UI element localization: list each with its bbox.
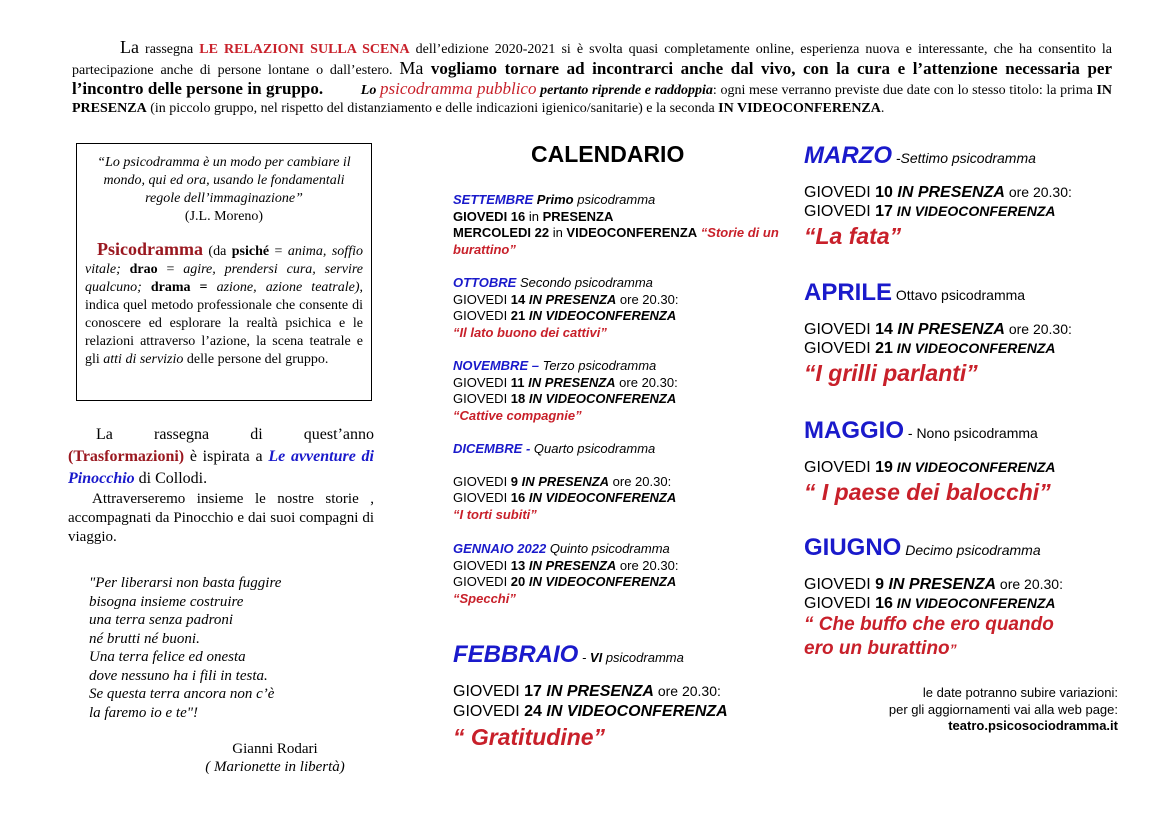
- calendar-novembre: NOVEMBRE – Terzo psicodramma GIOVEDI 11 IN PRESENZA ore 20.30: GIOVEDI 18 IN VIDEOCONFERENZA “Cattive compagnie”: [453, 358, 678, 423]
- calendar-maggio: MAGGIO - Nono psicodramma GIOVEDI 19 IN VIDEOCONFERENZA “ I paese dei balocchi”: [804, 417, 1056, 505]
- calendar-marzo: MARZO -Settimo psicodramma GIOVEDI 10 IN PRESENZA ore 20.30: GIOVEDI 17 IN VIDEOCONFERENZA “La fata”: [804, 142, 1072, 249]
- calendar-title: CALENDARIO: [531, 141, 685, 167]
- calendar-aprile: APRILE Ottavo psicodramma GIOVEDI 14 IN PRESENZA ore 20.30: GIOVEDI 21 IN VIDEOCONFERENZA “I grilli parlanti”: [804, 279, 1072, 386]
- update-notice: le date potranno subire variazioni: per gli aggiornamenti vai alla web page: teatro.psicosociodramma.it: [820, 685, 1118, 735]
- website-link[interactable]: teatro.psicosociodramma.it: [948, 718, 1118, 733]
- rassegna-paragraph: La rassegna di quest’anno (Trasformazioni) è ispirata a Le avventure di Pinocchio di Collodi. Attraverseremo insieme le nostre storie , accompagnati da Pinocchio e dai suoi compagni di viaggio.: [68, 426, 374, 545]
- calendar-dicembre: DICEMBRE - Quarto psicodramma GIOVEDI 9 IN PRESENZA ore 20.30: GIOVEDI 16 IN VIDEOCONFERENZA “I torti subiti”: [453, 441, 677, 522]
- intro-paragraph: La rassegna LE RELAZIONI SULLA SCENA dell’edizione 2020-2021 si è svolta quasi completamente online, esperienza nuova e interessante, che ha consentito la partecipazione anche di persone lontane o dall’estero. Ma vogliamo tornare ad incontrarci anche dal vivo, con la cura e l’attenzione necessaria per l’incontro delle persone in gruppo. Lo psicodramma pubblico pertanto riprende e raddoppia: ogni mese verranno previste due date con lo stesso titolo: la prima IN PRESENZA (in piccolo gruppo, nel rispetto del distanziamento e delle indicazioni igienico/sanitarie) e la seconda IN VIDEOCONFERENZA.: [72, 37, 1113, 116]
- pinocchio-title: Le avventure di Pinocchio: [68, 448, 374, 487]
- calendar-ottobre: OTTOBRE Secondo psicodramma GIOVEDI 14 IN PRESENZA ore 20.30: GIOVEDI 21 IN VIDEOCONFERENZA “Il lato buono dei cattivi”: [453, 275, 679, 340]
- quote-author: (J.L. Moreno): [184, 209, 264, 224]
- poem-author: Gianni Rodari ( Marionette in libertà): [205, 741, 345, 775]
- event-series-name: LE RELAZIONI SULLA SCENA: [199, 42, 410, 57]
- moreno-quote: “Lo psicodramma è un modo per cambiare il mondo, qui ed ora, usando le fondamentali regole dell’immaginazione”: [97, 155, 351, 206]
- calendar-giugno: GIUGNO Decimo psicodramma GIOVEDI 9 IN PRESENZA ore 20.30: GIOVEDI 16 IN VIDEOCONFERENZA “ Che buffo che ero quando ero un burattino”: [804, 534, 1063, 659]
- rodari-poem: "Per liberarsi non basta fuggire bisogna insieme costruire una terra senza padroni né brutti né buoni. Una terra felice ed onesta dove nessuno ha i fili in testa. Se questa terra ancora non c’è la faremo io e te"!: [89, 575, 282, 721]
- calendar-settembre: SETTEMBRE Primo psicodramma GIOVEDI 16 in PRESENZA MERCOLEDI 22 in VIDEOCONFERENZA “Storie di un burattino”: [453, 192, 779, 257]
- calendar-gennaio: GENNAIO 2022 Quinto psicodramma GIOVEDI 13 IN PRESENZA ore 20.30: GIOVEDI 20 IN VIDEOCONFERENZA “Specchi”: [453, 541, 679, 606]
- moreno-quote-box: [76, 143, 372, 401]
- psicodramma-definition: Psicodramma (da psiché = anima, soffio vitale; drao = agire, prendersi cura, servire qualcuno; drama = azione, azione teatrale), indica quel metodo professionale che consente di conoscere ed esplorare la realtà psichica e le relazioni attraverso l’azione, la scena teatrale e gli atti di servizio delle persone del gruppo.: [85, 239, 364, 367]
- calendar-febbraio: FEBBRAIO - VI psicodramma GIOVEDI 17 IN PRESENZA ore 20.30: GIOVEDI 24 IN VIDEOCONFERENZA “ Gratitudine”: [453, 641, 728, 750]
